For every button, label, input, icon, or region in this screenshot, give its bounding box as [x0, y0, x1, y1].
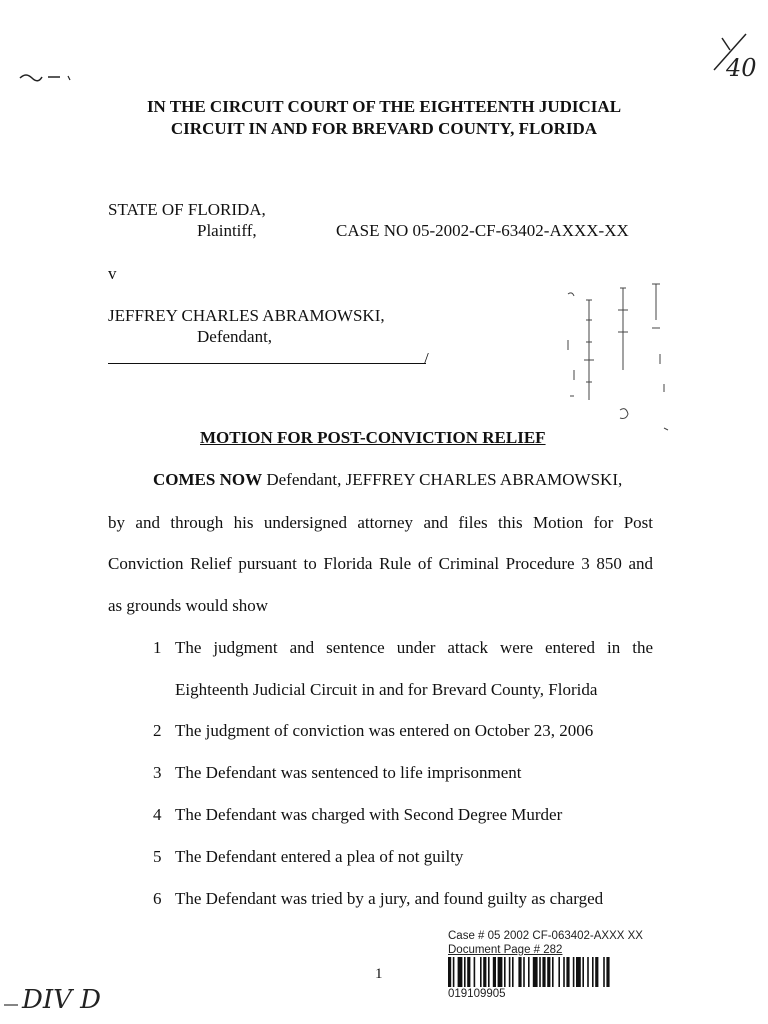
dash-mark-icon	[2, 1002, 22, 1008]
footer-document-page: Document Page # 282	[448, 944, 563, 956]
intro-line-1-rest: Defendant, JEFFREY CHARLES ABRAMOWSKI,	[262, 470, 623, 489]
barcode-bar	[512, 957, 514, 987]
barcode-bar	[563, 957, 565, 987]
barcode-bar	[576, 957, 581, 987]
plaintiff-name: STATE OF FLORIDA,	[108, 200, 266, 219]
barcode-bar	[573, 957, 575, 987]
ground-2-number: 2	[153, 721, 162, 740]
corner-number: 40	[726, 54, 757, 82]
scribble-icon	[18, 68, 78, 84]
barcode-bar	[603, 957, 605, 987]
barcode-bar	[480, 957, 482, 987]
barcode-bar	[474, 957, 476, 987]
barcode-bar	[587, 957, 589, 987]
barcode-bar	[493, 957, 496, 987]
ground-1-text: The judgment and sentence under attack were entered in the	[175, 638, 653, 657]
court-heading-line1: IN THE CIRCUIT COURT OF THE EIGHTEENTH JUDICIAL	[146, 97, 622, 116]
division-handwritten-mark: DIV D	[22, 985, 102, 1015]
barcode-bar	[582, 957, 584, 987]
ground-3-text: The Defendant was sentenced to life imprisonment	[175, 763, 522, 782]
case-number: CASE NO 05-2002-CF-63402-AXXX-XX	[336, 221, 629, 240]
caption-slash: /	[424, 349, 429, 368]
ground-3-number: 3	[153, 763, 162, 782]
intro-lead: COMES NOW	[153, 470, 263, 489]
corner-handwritten-mark	[700, 28, 760, 88]
barcode-bar	[488, 957, 490, 987]
barcode-bar	[498, 957, 503, 987]
plaintiff-role: Plaintiff,	[197, 221, 257, 240]
barcode-bar	[595, 957, 598, 987]
barcode-bar	[464, 957, 466, 987]
intro-line-1	[153, 469, 622, 491]
barcode-bar	[528, 957, 530, 987]
ground-6-number: 6	[153, 889, 162, 908]
barcode-bar	[448, 957, 451, 987]
intro-line-4: as grounds would show	[108, 596, 269, 615]
ground-6-text: The Defendant was tried by a jury, and found guilty as charged	[175, 889, 604, 908]
barcode-bar	[542, 957, 545, 987]
ground-1-continuation: Eighteenth Judicial Circuit in and for Brevard County, Florida	[175, 680, 598, 699]
ground-4-text: The Defendant was charged with Second Degree Murder	[175, 805, 563, 824]
court-heading	[0, 96, 768, 140]
barcode-bar	[558, 957, 560, 987]
defendant-role: Defendant,	[197, 327, 273, 346]
barcode-bar	[592, 957, 594, 987]
barcode-bar	[547, 957, 550, 987]
barcode-bar	[453, 957, 455, 987]
ground-2-text: The judgment of conviction was entered on October 23, 2006	[175, 721, 594, 740]
motion-title: MOTION FOR POST-CONVICTION RELIEF	[200, 428, 546, 447]
barcode-bar	[523, 957, 525, 987]
versus: v	[108, 264, 117, 283]
page-number: 1	[375, 966, 383, 982]
ground-5-number: 5	[153, 847, 162, 866]
footer-case-number: Case # 05 2002 CF-063402-AXXX XX	[448, 930, 643, 942]
barcode-bar	[504, 957, 506, 987]
intro-line-3: Conviction Relief pursuant to Florida Rule of Criminal Procedure 3 850 and	[108, 554, 653, 573]
ground-5-text: The Defendant entered a plea of not guilty	[175, 847, 464, 866]
barcode-bar	[606, 957, 609, 987]
court-heading-line2: CIRCUIT IN AND FOR BREVARD COUNTY, FLORIDA	[170, 119, 598, 138]
barcode-bar	[552, 957, 554, 987]
barcode	[448, 957, 681, 987]
defendant-name: JEFFREY CHARLES ABRAMOWSKI,	[108, 306, 385, 325]
ground-1-number: 1	[153, 638, 162, 657]
caption-underline	[108, 363, 426, 364]
barcode-bar	[518, 957, 521, 987]
barcode-number: 019109905	[448, 988, 506, 1000]
barcode-bar	[483, 957, 486, 987]
filing-stamp	[560, 280, 670, 445]
stamp-marks-icon	[560, 280, 670, 445]
barcode-bar	[566, 957, 569, 987]
barcode-bar	[467, 957, 470, 987]
barcode-bar	[533, 957, 538, 987]
intro-line-2: by and through his undersigned attorney and files this Motion for Post	[108, 513, 653, 532]
barcode-bar	[458, 957, 463, 987]
ground-4-number: 4	[153, 805, 162, 824]
barcode-bar	[509, 957, 511, 987]
barcode-bar	[539, 957, 541, 987]
